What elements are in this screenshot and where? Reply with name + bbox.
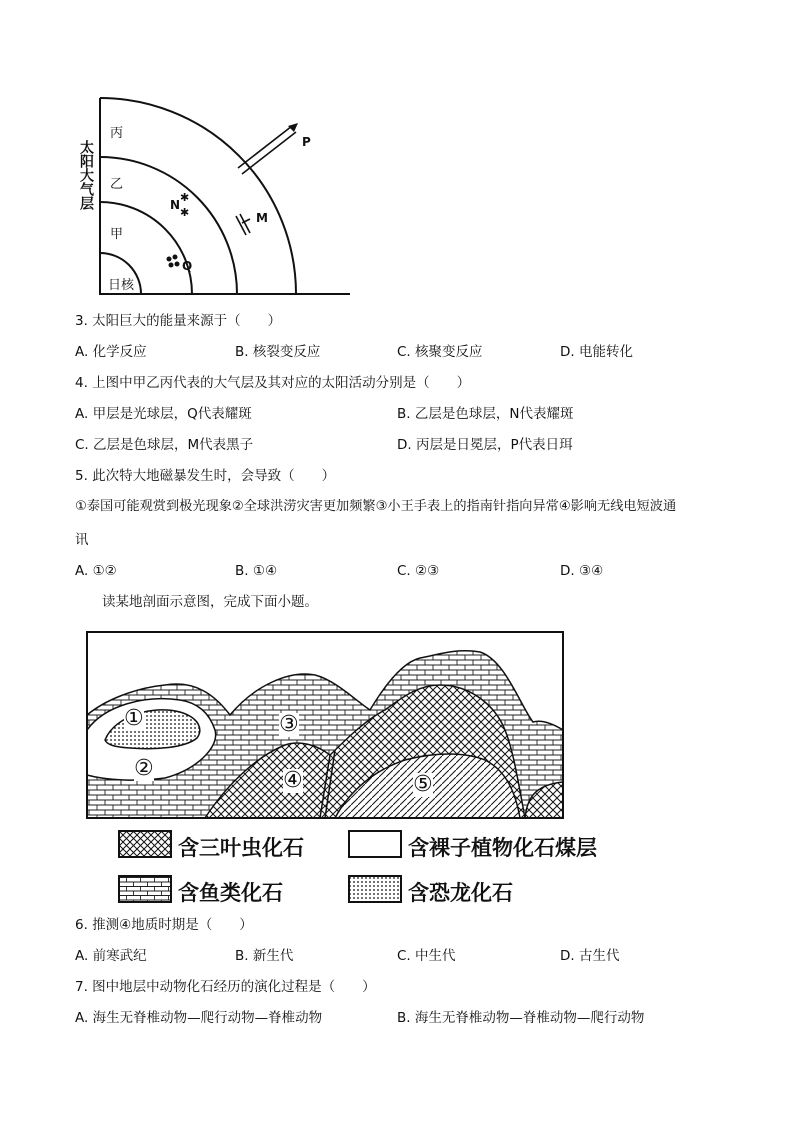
layer-label-bing: 丙 bbox=[110, 126, 124, 141]
question-6-stem: 6. 推测④地质时期是（ ） bbox=[75, 917, 253, 933]
section-intro: 读某地剖面示意图，完成下面小题。 bbox=[102, 594, 318, 610]
question-3-option-c: C. 核聚变反应 bbox=[397, 344, 483, 360]
marker-n: N bbox=[170, 198, 181, 212]
svg-text:✱: ✱ bbox=[180, 191, 190, 204]
question-3-option-b: B. 核裂变反应 bbox=[235, 344, 321, 360]
question-5-stem: 5. 此次特大地磁暴发生时，会导致（ ） bbox=[75, 468, 336, 484]
stratum-label-1: ① bbox=[124, 706, 144, 731]
question-7-option-b: B. 海生无脊椎动物—脊椎动物—爬行动物 bbox=[397, 1010, 645, 1026]
stratum-label-4: ④ bbox=[283, 768, 303, 793]
question-3-option-a: A. 化学反应 bbox=[75, 344, 147, 360]
legend-trilobite: 含三叶虫化石 bbox=[178, 836, 304, 860]
question-4-option-d: D. 丙层是日冕层，P代表日珥 bbox=[397, 437, 573, 453]
question-6-option-d: D. 古生代 bbox=[560, 948, 620, 964]
question-4-stem: 4. 上图中甲乙丙代表的大气层及其对应的太阳活动分别是（ ） bbox=[75, 375, 471, 391]
question-7-option-a: A. 海生无脊椎动物—爬行动物—脊椎动物 bbox=[75, 1010, 323, 1026]
layer-label-jia: 甲 bbox=[110, 227, 124, 242]
question-4-option-b: B. 乙层是色球层，N代表耀斑 bbox=[397, 406, 574, 422]
question-3-stem: 3. 太阳巨大的能量来源于（ ） bbox=[75, 313, 282, 329]
question-6-option-b: B. 新生代 bbox=[235, 948, 294, 964]
layer-label-yi: 乙 bbox=[110, 177, 124, 192]
legend-dinosaur: 含恐龙化石 bbox=[408, 881, 513, 905]
question-5-stem-line3: 讯 bbox=[75, 532, 89, 548]
question-7-stem: 7. 图中地层中动物化石经历的演化过程是（ ） bbox=[75, 979, 376, 995]
marker-q: Q bbox=[182, 259, 193, 273]
stratum-label-3: ③ bbox=[279, 712, 299, 737]
legend-gymnosperm-coal: 含裸子植物化石煤层 bbox=[408, 836, 597, 860]
stratum-label-2: ② bbox=[134, 756, 154, 781]
question-6-option-c: C. 中生代 bbox=[397, 948, 456, 964]
marker-p: P bbox=[302, 135, 311, 149]
question-5-option-c: C. ②③ bbox=[397, 563, 440, 579]
question-3-option-d: D. 电能转化 bbox=[560, 344, 633, 360]
question-4-option-c: C. 乙层是色球层，M代表黑子 bbox=[75, 437, 254, 453]
question-5-stem-line2: ①泰国可能观赏到极光现象②全球洪涝灾害更加频繁③小王手表上的指南针指向异常④影响无线电短波通 bbox=[75, 499, 677, 514]
strata-cross-section bbox=[85, 630, 565, 820]
question-5-option-a: A. ①② bbox=[75, 563, 117, 579]
question-5-option-d: D. ③④ bbox=[560, 563, 604, 579]
stratum-label-5: ⑤ bbox=[413, 772, 433, 797]
legend-fish: 含鱼类化石 bbox=[178, 881, 283, 905]
svg-text:✱: ✱ bbox=[180, 206, 190, 219]
question-4-option-a: A. 甲层是光球层，Q代表耀斑 bbox=[75, 406, 252, 422]
layer-label-core: 日核 bbox=[108, 278, 135, 293]
marker-m: M bbox=[256, 211, 268, 225]
question-6-option-a: A. 前寒武纪 bbox=[75, 948, 147, 964]
sun-atmosphere-side-label: 太阳大气层 bbox=[78, 140, 94, 210]
question-5-option-b: B. ①④ bbox=[235, 563, 278, 579]
